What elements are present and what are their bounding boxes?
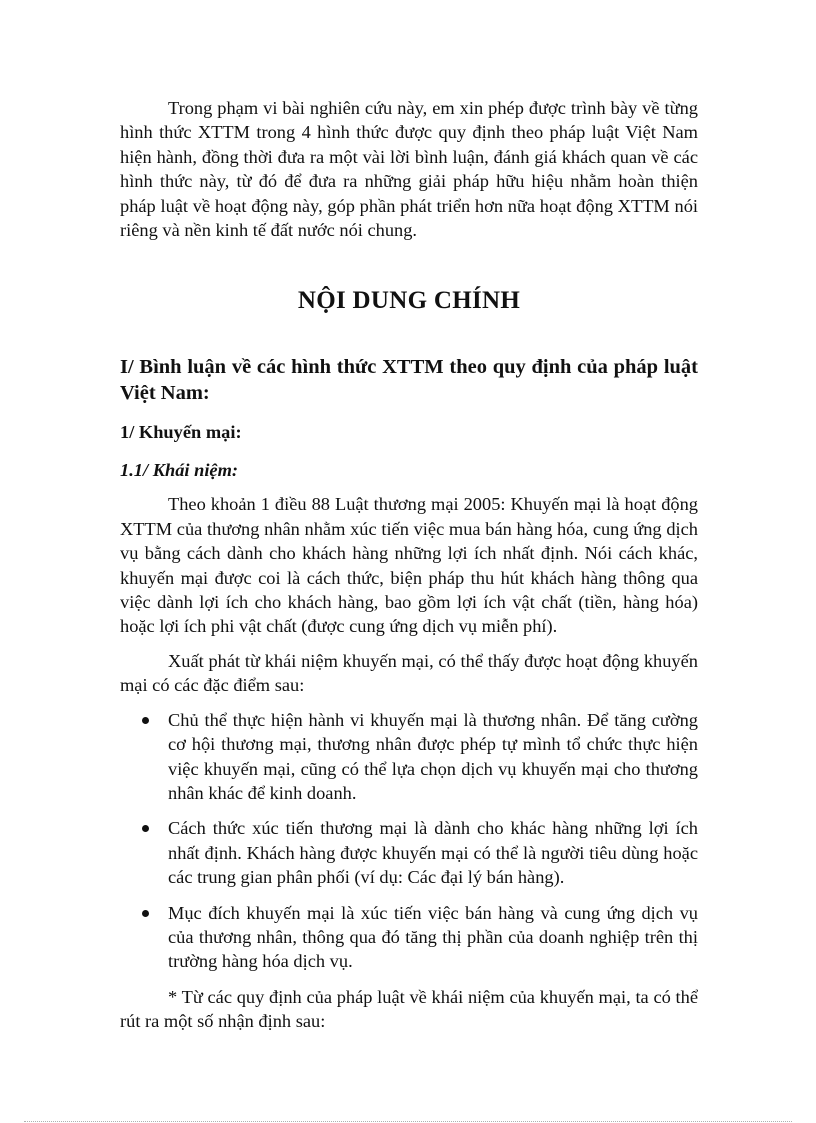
definition-paragraph: Theo khoản 1 điều 88 Luật thương mại 2005: Khuyến mại là hoạt động XTTM của thương nhân nhằm xúc tiến việc mua bán hàng hóa, cung ứng dịch vụ bằng cách dành cho khách hàng những lợi ích nhất định. Nói cách khác, khuyến mại được coi là cách thức, biện pháp thu hút khách hàng thông qua việc dành lợi ích cho khách hàng, bao gồm lợi ích vật chất (tiền, hàng hóa) hoặc lợi ích phi vật chất (được cung ứng dịch vụ miễn phí). xyxy=(120,494,698,637)
subsection-heading: 1/ Khuyến mại: xyxy=(120,422,242,443)
conclusion-paragraph: * Từ các quy định của pháp luật về khái niệm của khuyến mại, ta có thể rút ra một số nhận định sau: xyxy=(120,986,698,1032)
characteristics-list xyxy=(120,708,698,974)
characteristics-intro-paragraph: Xuất phát từ khái niệm khuyến mại, có thể thấy được hoạt động khuyến mại có các đặc điểm sau: xyxy=(120,650,698,696)
document-page xyxy=(120,96,698,1044)
list-item-text: Cách thức xúc tiến thương mại là dành cho khác hàng những lợi ích nhất định. Khách hàng được khuyến mại có thể là người tiêu dùng hoặc các trung gian phân phối (ví dụ: Các đại lý bán hàng). xyxy=(168,818,698,888)
list-item xyxy=(120,901,698,974)
intro-paragraph: Trong phạm vi bài nghiên cứu này, em xin phép được trình bày về từng hình thức XTTM trong 4 hình thức được quy định theo pháp luật Việt Nam hiện hành, đồng thời đưa ra một vài lời bình luận, đánh giá khách quan về các hình thức này, từ đó để đưa ra những giải pháp hữu hiệu nhằm hoàn thiện pháp luật về hoạt động này, góp phần phát triển hơn nữa hoạt động XTTM nói riêng và nền kinh tế đất nước nói chung. xyxy=(120,98,698,241)
section-heading: I/ Bình luận về các hình thức XTTM theo quy định của pháp luật Việt Nam: xyxy=(120,356,698,405)
page-bottom-divider xyxy=(24,1121,792,1122)
bullet-icon xyxy=(142,825,149,832)
bullet-icon xyxy=(142,910,149,917)
list-item xyxy=(120,708,698,806)
list-item-text: Chủ thể thực hiện hành vi khuyến mại là thương nhân. Để tăng cường cơ hội thương mại, thương nhân được phép tự mình tổ chức thực hiện việc khuyến mại, cũng có thể lựa chọn dịch vụ khuyến mại cho thương nhân khác để kinh doanh. xyxy=(168,709,698,803)
main-title: NỘI DUNG CHÍNH xyxy=(297,287,521,315)
bullet-icon xyxy=(142,717,149,724)
subsubsection-heading: 1.1/ Khái niệm: xyxy=(120,460,239,481)
list-item-text: Mục đích khuyến mại là xúc tiến việc bán hàng và cung ứng dịch vụ của thương nhân, thông qua đó tăng thị phần của doanh nghiệp trên thị trường hàng hóa dịch vụ. xyxy=(168,902,698,972)
list-item xyxy=(120,816,698,889)
